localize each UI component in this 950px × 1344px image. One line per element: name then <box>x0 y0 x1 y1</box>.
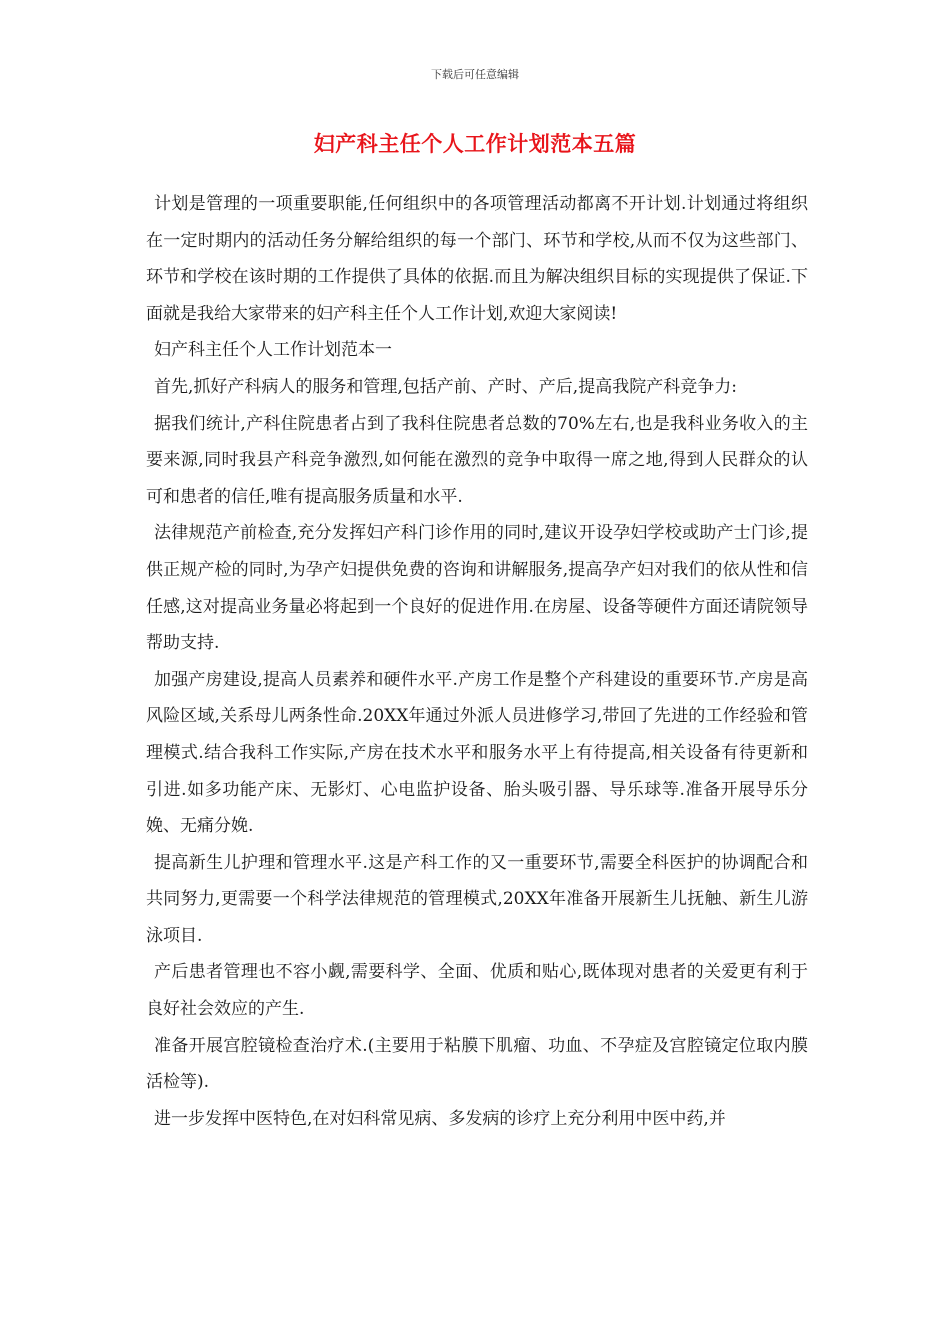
section-heading: 妇产科主任个人工作计划范本一 <box>154 340 392 361</box>
paragraph: 准备开展宫腔镜检查治疗术.(主要用于粘膜下肌瘤、功血、不孕症及宫腔镜定位取内膜活检等). <box>146 1035 808 1093</box>
header-note: 下载后可任意编辑 <box>431 68 519 81</box>
paragraph: 首先,抓好产科病人的服务和管理,包括产前、产时、产后,提高我院产科竞争力: <box>154 376 737 397</box>
paragraph: 进一步发挥中医特色,在对妇科常见病、多发病的诊疗上充分利用中医中药,并 <box>154 1108 726 1129</box>
paragraph: 提高新生儿护理和管理水平.这是产科工作的又一重要环节,需要全科医护的协调配合和共同努力,更需要一个科学法律规范的管理模式,20XX年准备开展新生儿抚触、新生儿游泳项目. <box>146 852 808 946</box>
document-title: 妇产科主任个人工作计划范本五篇 <box>313 132 637 156</box>
document-body <box>146 186 808 1137</box>
paragraph: 加强产房建设,提高人员素养和硬件水平.产房工作是整个产科建设的重要环节.产房是高风险区域,关系母儿两条性命.20XX年通过外派人员进修学习,带回了先进的工作经验和管理模式.结合我科工作实际,产房在技术水平和服务水平上有待提高,相关设备有待更新和引进.如多功能产床、无影灯、心电监护设备、胎头吸引器、导乐球等.准备开展导乐分娩、无痛分娩. <box>146 669 808 837</box>
paragraph: 据我们统计,产科住院患者占到了我科住院患者总数的70%左右,也是我科业务收入的主要来源,同时我县产科竞争激烈,如何能在激烈的竞争中取得一席之地,得到人民群众的认可和患者的信任,唯有提高服务质量和水平. <box>146 413 808 507</box>
paragraph: 产后患者管理也不容小觑,需要科学、全面、优质和贴心,既体现对患者的关爱更有利于良好社会效应的产生. <box>146 962 808 1020</box>
paragraph: 计划是管理的一项重要职能,任何组织中的各项管理活动都离不开计划.计划通过将组织在一定时期内的活动任务分解给组织的每一个部门、环节和学校,从而不仅为这些部门、环节和学校在该时期的工作提供了具体的依据.而且为解决组织目标的实现提供了保证.下面就是我给大家带来的妇产科主任个人工作计划,欢迎大家阅读! <box>146 194 808 324</box>
paragraph: 法律规范产前检查,充分发挥妇产科门诊作用的同时,建议开设孕妇学校或助产士门诊,提供正规产检的同时,为孕产妇提供免费的咨询和讲解服务,提高孕产妇对我们的依从性和信任感,这对提高业务量必将起到一个良好的促进作用.在房屋、设备等硬件方面还请院领导帮助支持. <box>146 523 808 654</box>
